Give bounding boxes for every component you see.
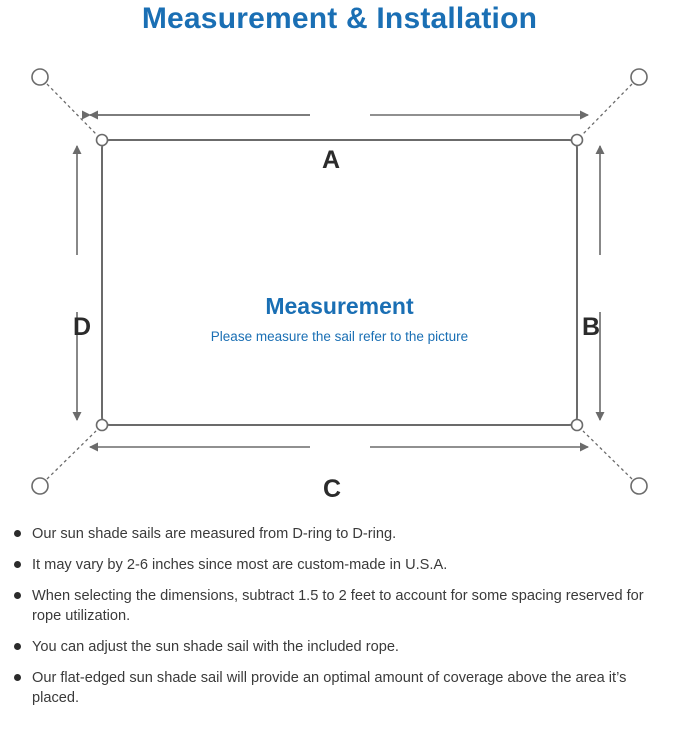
list-item [0,524,679,544]
note-text: It may vary by 2-6 inches since most are custom-made in U.S.A. [32,557,448,573]
sail-measurement-diagram [0,50,679,520]
anchor-point-bottom-left [32,478,48,494]
list-item [0,555,679,575]
rope-top-right [583,84,632,134]
sail-dring-bottom-left [97,420,108,431]
list-item [0,637,679,657]
anchor-point-top-right [631,69,647,85]
bullet-icon [14,561,21,568]
note-text: Our flat-edged sun shade sail will provide an optimal amount of coverage above the area it’s placed. [32,670,627,706]
anchor-point-top-left [32,69,48,85]
note-text: You can adjust the sun shade sail with the included rope. [32,639,399,655]
notes-list [0,524,679,719]
dimension-label-a: A [322,146,341,174]
measurement-subtext: Please measure the sail refer to the picture [210,329,469,344]
rope-top-left [47,84,96,134]
diagram-svg [0,50,679,520]
list-item [0,586,679,626]
note-text: When selecting the dimensions, subtract 1.5 to 2 feet to account for some spacing reserved for rope utilization. [32,588,644,624]
dimension-label-c: C [323,475,342,503]
sail-outline [102,140,577,425]
bullet-icon [14,674,21,681]
measurement-heading: Measurement [265,293,414,319]
bullet-icon [14,592,21,599]
bullet-icon [14,643,21,650]
sail-dring-top-right [572,135,583,146]
dimension-label-d: D [73,313,92,341]
page-title: Measurement & Installation [141,2,538,35]
dimension-label-b: B [582,313,601,341]
rope-bottom-right [583,431,632,479]
rope-bottom-left [47,431,96,479]
sail-dring-bottom-right [572,420,583,431]
anchor-point-bottom-right [631,478,647,494]
list-item [0,668,679,708]
sail-dring-top-left [97,135,108,146]
note-text: Our sun shade sails are measured from D-ring to D-ring. [32,526,397,542]
bullet-icon [14,530,21,537]
